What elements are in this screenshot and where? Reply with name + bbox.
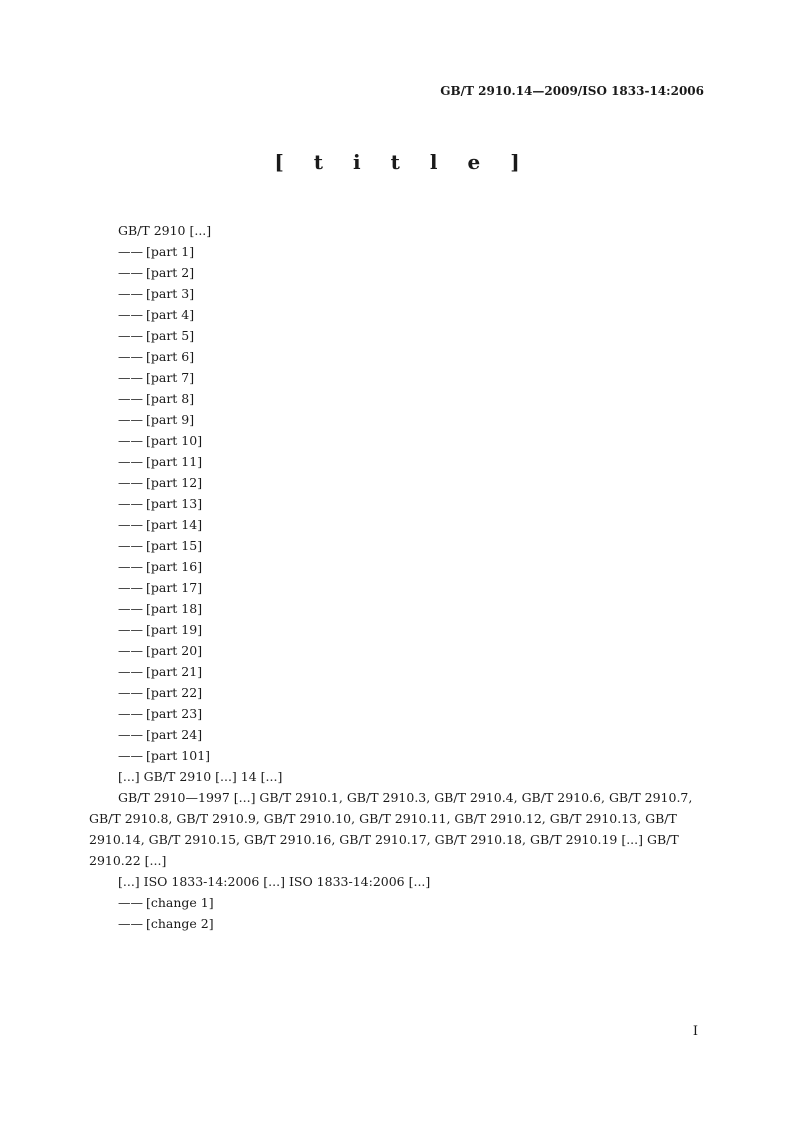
- part-item: [89, 682, 706, 703]
- part-item-text: [part 21]: [146, 664, 203, 679]
- part-item-text: [part 7]: [146, 370, 195, 385]
- part-item-text: [part 19]: [146, 622, 203, 637]
- part-item-text: [part 17]: [146, 580, 203, 595]
- part-item-text: [part 6]: [146, 349, 195, 364]
- part-item: [89, 619, 706, 640]
- change-item-text: [change 1]: [146, 895, 214, 910]
- this-part-paragraph: [...] GB/T 2910 [...] 14 [...]: [118, 769, 283, 784]
- dash-marker: ——: [118, 622, 143, 637]
- dash-marker: ——: [118, 349, 143, 364]
- dash-marker: ——: [118, 664, 143, 679]
- part-item: [89, 451, 706, 472]
- part-item: [89, 703, 706, 724]
- dash-marker: ——: [118, 895, 143, 910]
- part-item-text: [part 10]: [146, 433, 203, 448]
- part-item-text: [part 1]: [146, 244, 195, 259]
- dash-marker: ——: [118, 454, 143, 469]
- part-item: [89, 661, 706, 682]
- part-item: [89, 514, 706, 535]
- part-item-text: [part 20]: [146, 643, 203, 658]
- replaces-paragraph: GB/T 2910—1997 [...] GB/T 2910.1, GB/T 2910.3, GB/T 2910.4, GB/T 2910.6, GB/T 2910.7, GB/T 2910.8, GB/T 2910.9, GB/T 2910.10, GB/T 2910.11, GB/T 2910.12, GB/T 2910.13, GB/T 2910.14, GB/T 2910.15, GB/T 2910.16, GB/T 2910.17, GB/T 2910.18, GB/T 2910.19 [...] GB/T 2910.22 [...]: [89, 790, 693, 868]
- part-item: [89, 325, 706, 346]
- part-item-text: [part 23]: [146, 706, 203, 721]
- dash-marker: ——: [118, 475, 143, 490]
- part-item: [89, 346, 706, 367]
- part-item-text: [part 22]: [146, 685, 203, 700]
- dash-marker: ——: [118, 286, 143, 301]
- part-item-text: [part 8]: [146, 391, 195, 406]
- part-item-text: [part 11]: [146, 454, 203, 469]
- dash-marker: ——: [118, 391, 143, 406]
- part-item-text: [part 24]: [146, 727, 203, 742]
- intro-paragraph: GB/T 2910 [...]: [118, 223, 212, 238]
- part-item-text: [part 13]: [146, 496, 203, 511]
- dash-marker: ——: [118, 601, 143, 616]
- dash-marker: ——: [118, 685, 143, 700]
- part-item: [89, 241, 706, 262]
- part-item-text: [part 12]: [146, 475, 203, 490]
- part-item-text: [part 2]: [146, 265, 195, 280]
- part-item-text: [part 9]: [146, 412, 195, 427]
- part-item: [89, 367, 706, 388]
- dash-marker: ——: [118, 265, 143, 280]
- part-item-text: [part 15]: [146, 538, 203, 553]
- dash-marker: ——: [118, 538, 143, 553]
- part-item: [89, 598, 706, 619]
- dash-marker: ——: [118, 916, 143, 931]
- part-item: [89, 388, 706, 409]
- part-item: [89, 430, 706, 451]
- change-item: [89, 913, 706, 934]
- part-item: [89, 409, 706, 430]
- part-item-text: [part 5]: [146, 328, 195, 343]
- dash-marker: ——: [118, 643, 143, 658]
- part-item-text: [part 3]: [146, 286, 195, 301]
- part-item-text: [part 14]: [146, 517, 203, 532]
- part-item: [89, 556, 706, 577]
- change-item: [89, 892, 706, 913]
- dash-marker: ——: [118, 706, 143, 721]
- dash-marker: ——: [118, 244, 143, 259]
- part-item: [89, 472, 706, 493]
- part-item-text: [part 4]: [146, 307, 195, 322]
- part-item: [89, 724, 706, 745]
- dash-marker: ——: [118, 307, 143, 322]
- dash-marker: ——: [118, 517, 143, 532]
- dash-marker: ——: [118, 748, 143, 763]
- part-item: [89, 283, 706, 304]
- dash-marker: ——: [118, 559, 143, 574]
- part-item: [89, 493, 706, 514]
- dash-marker: ——: [118, 727, 143, 742]
- dash-marker: ——: [118, 496, 143, 511]
- changes-list: [89, 892, 706, 934]
- part-item: [89, 262, 706, 283]
- page-number: I: [692, 1024, 698, 1039]
- part-item: [89, 535, 706, 556]
- part-item: [89, 304, 706, 325]
- dash-marker: ——: [118, 433, 143, 448]
- dash-marker: ——: [118, 328, 143, 343]
- dash-marker: ——: [118, 370, 143, 385]
- parts-list: [89, 241, 706, 766]
- document-code: GB/T 2910.14—2009/ISO 1833-14:2006: [440, 84, 704, 98]
- part-item: [89, 640, 706, 661]
- part-item: [89, 577, 706, 598]
- page-title: [title]: [274, 150, 550, 174]
- dash-marker: ——: [118, 580, 143, 595]
- part-item-text: [part 18]: [146, 601, 203, 616]
- document-body: [89, 220, 706, 934]
- part-item-text: [part 16]: [146, 559, 203, 574]
- part-item: [89, 745, 706, 766]
- dash-marker: ——: [118, 412, 143, 427]
- change-item-text: [change 2]: [146, 916, 214, 931]
- adopt-paragraph: [...] ISO 1833-14:2006 [...] ISO 1833-14:2006 [...]: [118, 874, 431, 889]
- part-item-text: [part 101]: [146, 748, 211, 763]
